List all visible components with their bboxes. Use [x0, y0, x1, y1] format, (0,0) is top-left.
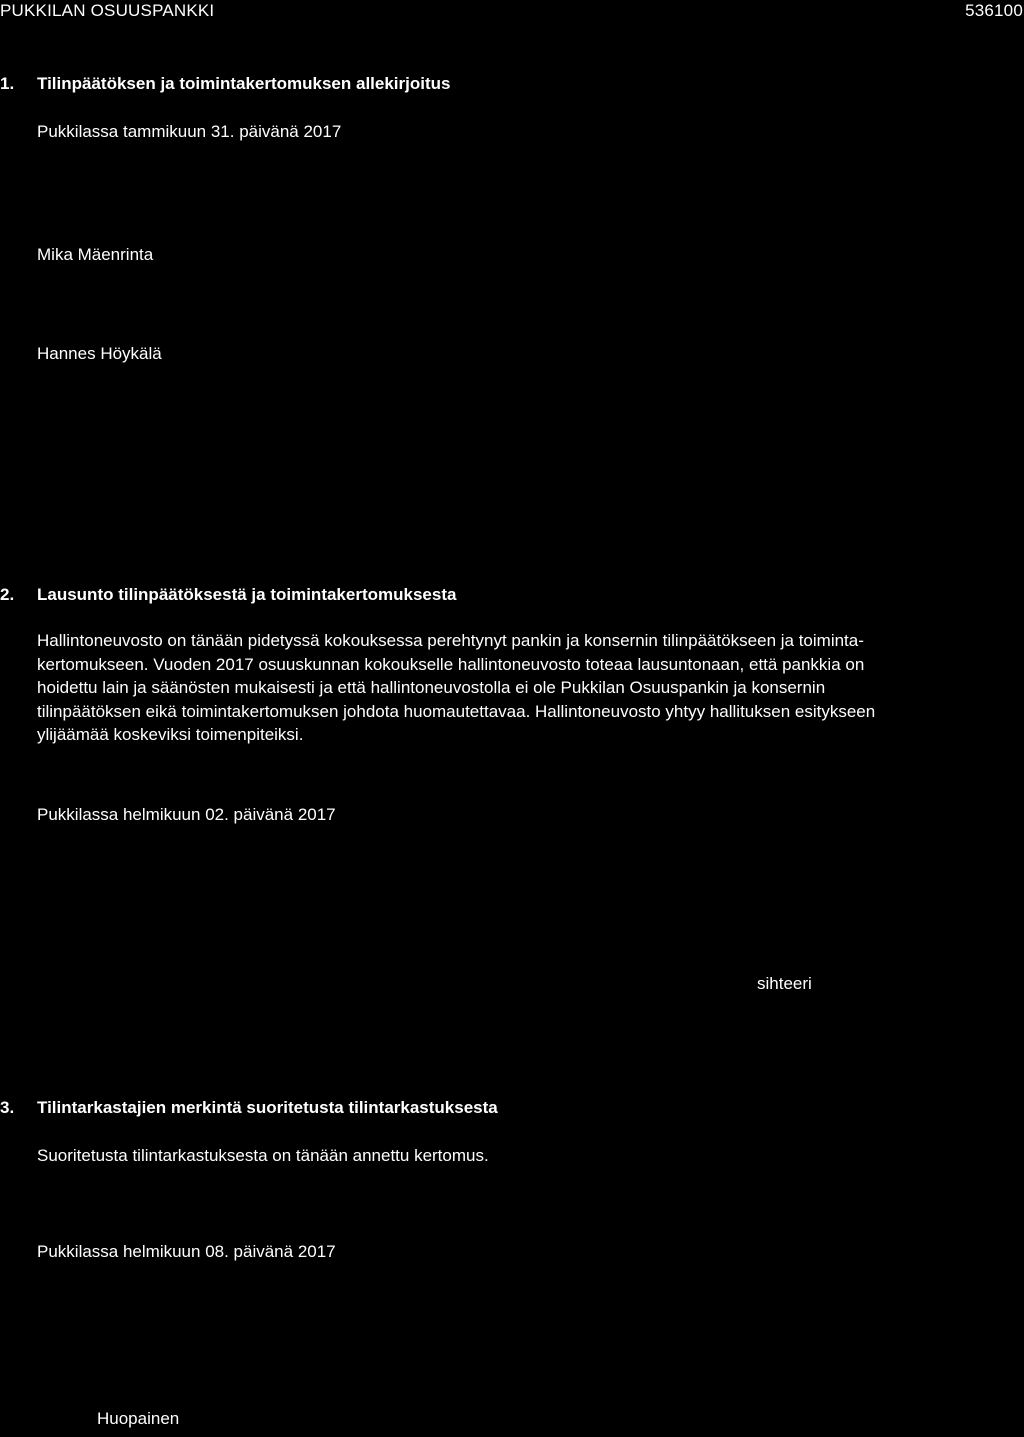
section-number: 1. [0, 74, 15, 93]
paragraph-line: Hallintoneuvosto on tänään pidetyssä kokouksessa perehtynyt pankin ja konsernin tilinpäätökseen ja toiminta- [37, 631, 864, 650]
signature-role: sihteeri [757, 974, 812, 993]
signatory-name: Huopainen [97, 1409, 180, 1428]
paragraph-line: hoidettu lain ja säänösten mukaisesti ja että hallintoneuvostolla ei ole Pukkilan Osuuspankin ja konsernin [37, 678, 826, 698]
place-date: Pukkilassa tammikuun 31. päivänä 2017 [37, 122, 342, 141]
bank-name: PUKKILAN OSUUSPANKKI [0, 1, 215, 20]
place-date: Pukkilassa helmikuun 08. päivänä 2017 [37, 1242, 336, 1261]
section-title: Tilintarkastajien merkintä suoritetusta tilintarkastuksesta [37, 1098, 498, 1117]
document-code: 536100 [965, 1, 1023, 20]
paragraph-line: kertomukseen. Vuoden 2017 osuuskunnan kokoukselle hallintoneuvosto toteaa lausuntonaan, että pankkia on [37, 654, 865, 674]
signatory-name: Mika Mäenrinta [37, 245, 154, 264]
paragraph-line: ylijäämää koskeviksi toimenpiteiksi. [37, 725, 304, 745]
signatory-name: Hannes Höykälä [37, 344, 162, 363]
section-title: Lausunto tilinpäätöksestä ja toimintakertomuksesta [37, 585, 457, 604]
statement-paragraph [37, 629, 977, 747]
place-date: Pukkilassa helmikuun 02. päivänä 2017 [37, 805, 336, 824]
section-number: 2. [0, 585, 15, 604]
audit-statement: Suoritetusta tilintarkastuksesta on tänään annettu kertomus. [37, 1146, 489, 1165]
section-title: Tilinpäätöksen ja toimintakertomuksen allekirjoitus [37, 74, 451, 93]
section-number: 3. [0, 1098, 15, 1117]
paragraph-line: tilinpäätöksen eikä toimintakertomuksen johdota huomautettavaa. Hallintoneuvosto yhtyy hallituksen esitykseen [37, 701, 876, 721]
